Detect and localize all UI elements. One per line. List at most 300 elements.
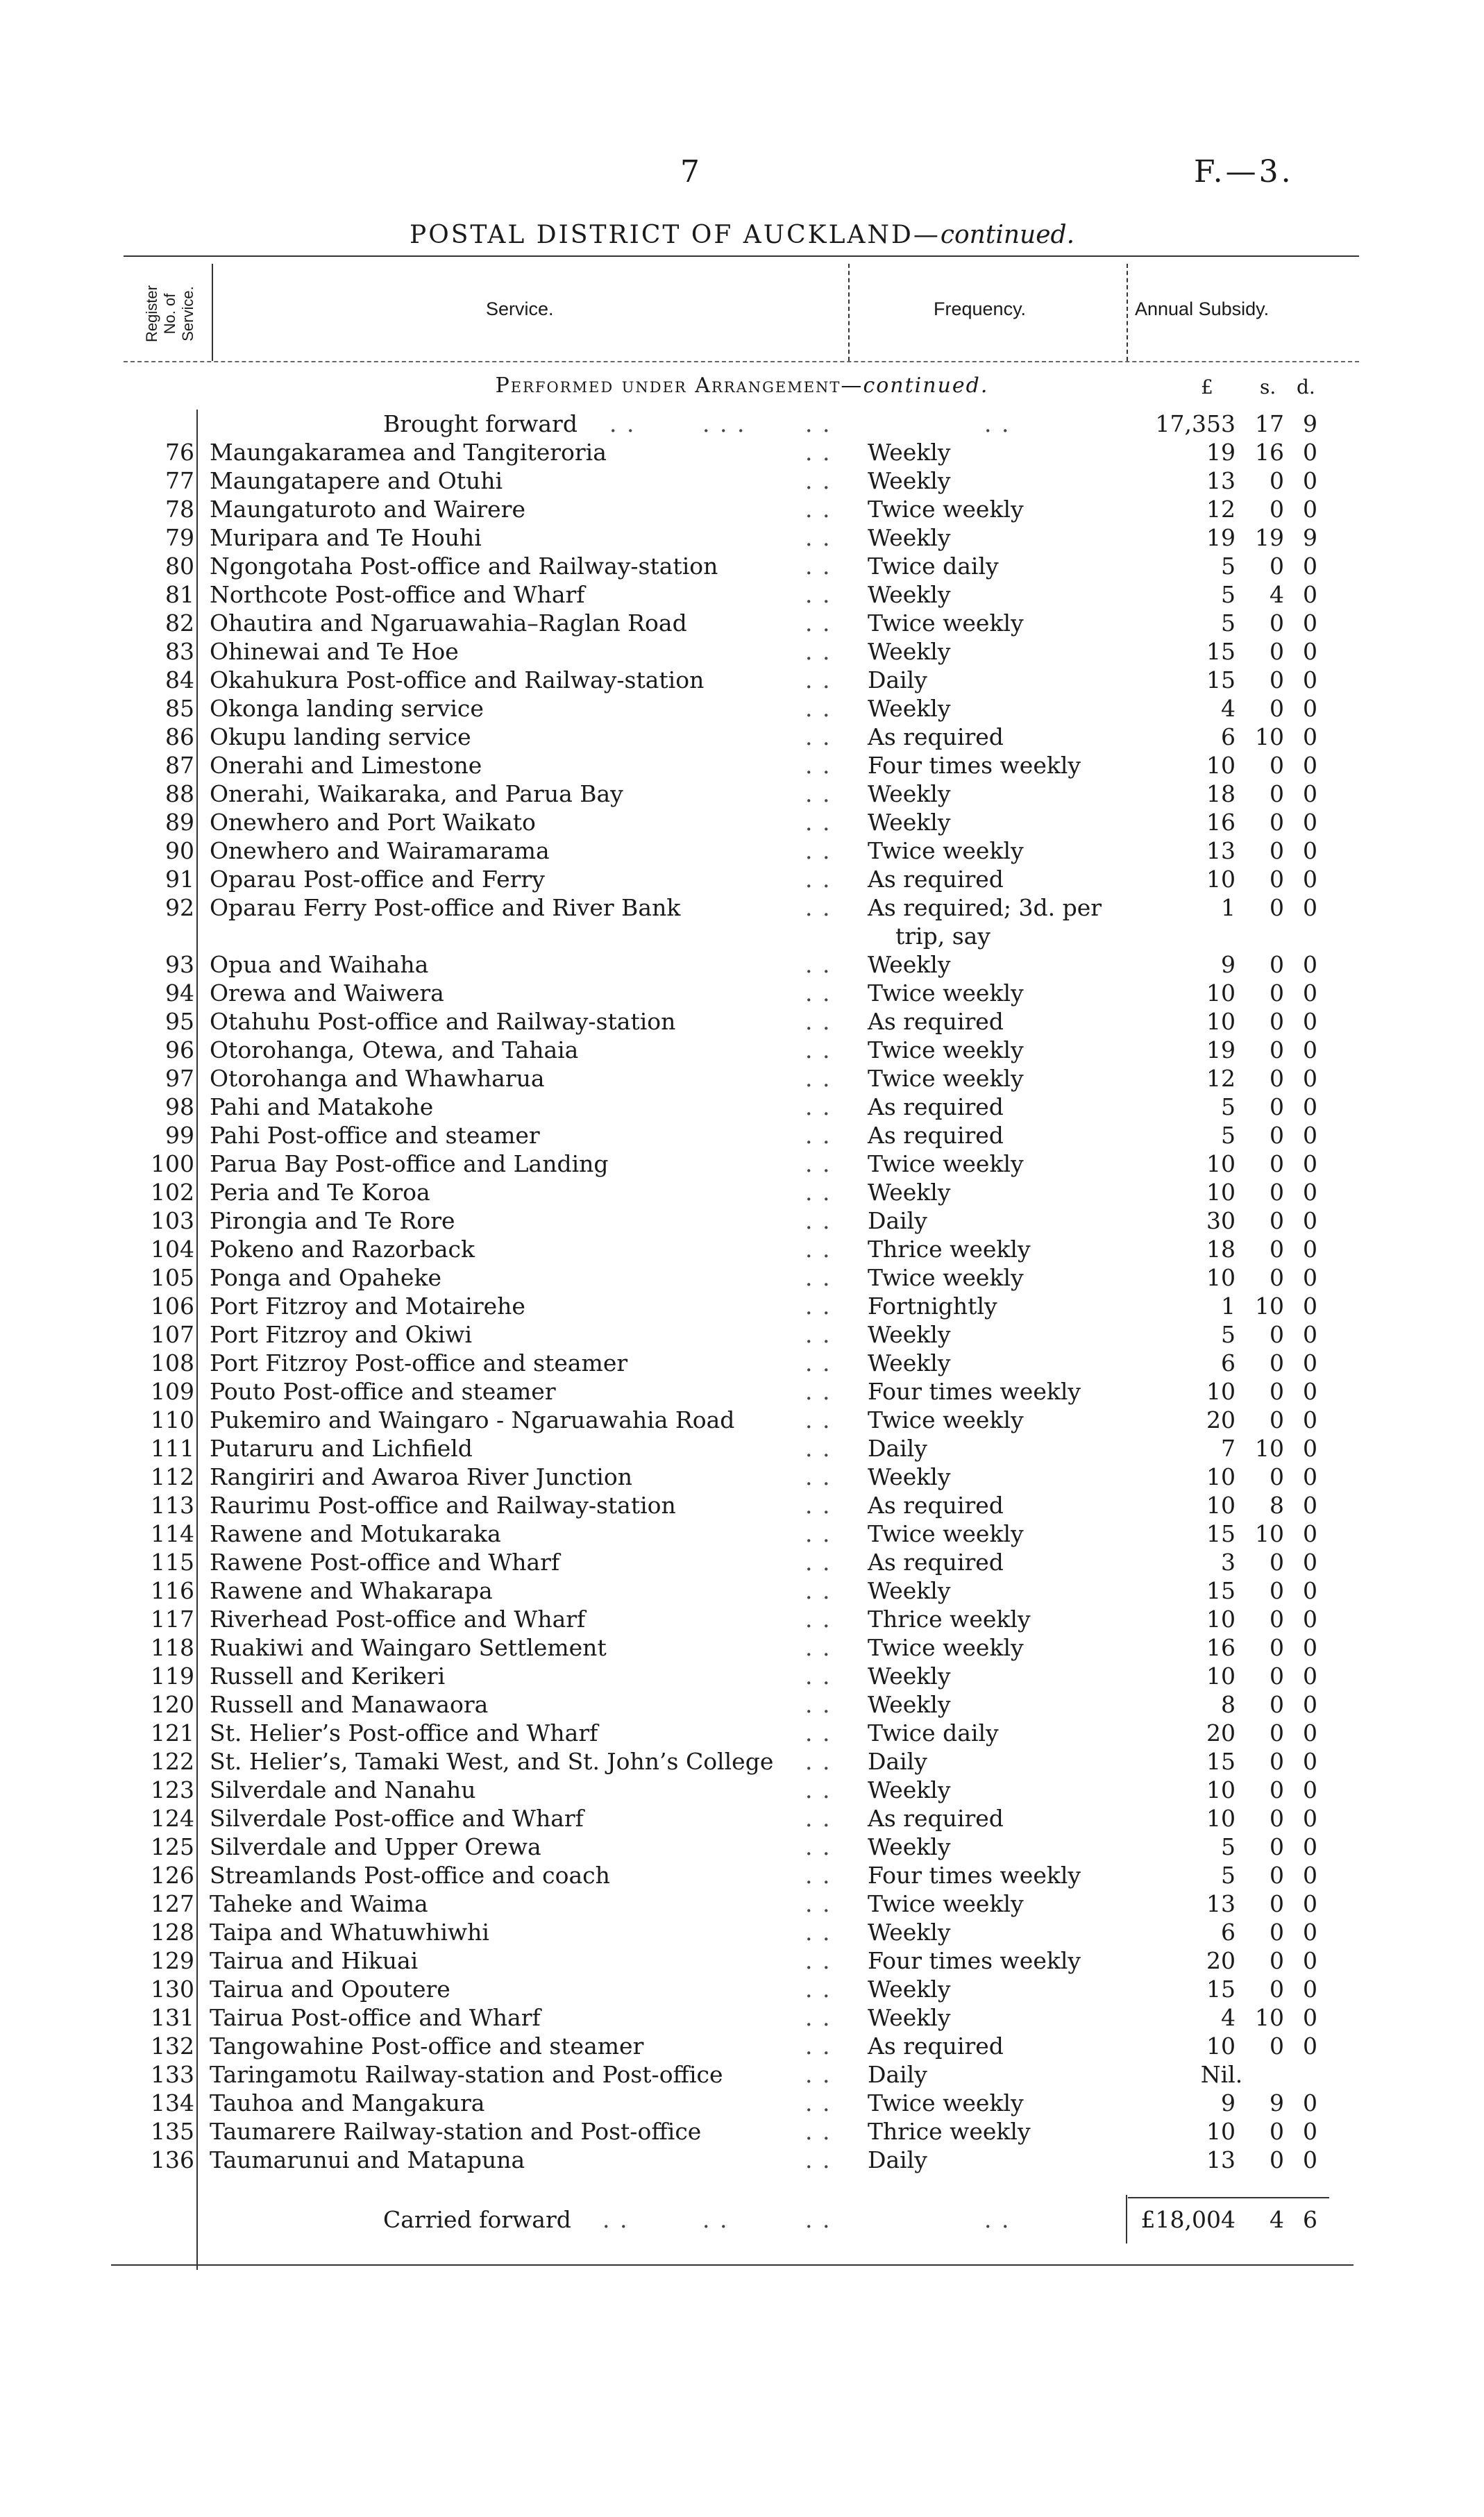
subsidy-pence: 0 — [1303, 1122, 1317, 1149]
service-name: Riverhead Post-office and Wharf — [210, 1606, 586, 1633]
subsidy-pounds: 13 — [1206, 1890, 1236, 1917]
service-name: Silverdale Post-office and Wharf — [210, 1805, 584, 1832]
service-name: Tairua and Opoutere — [210, 1976, 450, 2003]
table-row — [0, 2003, 1484, 2032]
frequency: Twice weekly — [868, 1264, 1024, 1291]
subsidy-shillings: 0 — [1270, 496, 1284, 523]
service-name: Rangiriri and Awaroa River Junction — [210, 1463, 632, 1490]
table-row — [0, 1406, 1484, 1434]
leader-dots: . . — [805, 1207, 832, 1234]
service-name: Rawene and Motukaraka — [210, 1520, 501, 1547]
frequency: Weekly — [868, 1577, 951, 1604]
frequency: Weekly — [868, 809, 951, 836]
frequency: Weekly — [868, 1976, 951, 2003]
leader-dots: . . — [805, 1008, 832, 1035]
subsidy-pounds: 5 — [1221, 1833, 1236, 1860]
table-row — [0, 1377, 1484, 1406]
subsidy-pounds: 6 — [1221, 1349, 1236, 1377]
subsidy-pounds: 5 — [1221, 581, 1236, 608]
table-row — [0, 1690, 1484, 1719]
register-number: 103 — [151, 1207, 194, 1234]
frequency: Weekly — [868, 439, 951, 466]
frequency: Daily — [868, 2061, 927, 2088]
table-row — [0, 637, 1484, 666]
frequency: Weekly — [868, 581, 951, 608]
frequency: As required — [868, 1805, 1004, 1832]
table-row — [0, 1662, 1484, 1690]
register-number: 79 — [165, 524, 194, 551]
leader-dots: . . — [805, 467, 832, 494]
leader-dots: . . — [984, 2206, 1011, 2233]
leader-dots: . . — [805, 1577, 832, 1604]
subsidy-pence: 0 — [1303, 809, 1317, 836]
subsidy-shillings: 0 — [1270, 1179, 1284, 1206]
subsidy-text: Nil. — [1200, 2061, 1243, 2088]
subsidy-pounds: 9 — [1221, 2089, 1236, 2116]
service-name: St. Helier’s, Tamaki West, and St. John’s College — [210, 1748, 774, 1775]
service-name: Otorohanga, Otewa, and Tahaia — [210, 1036, 579, 1063]
subsidy-shillings: 16 — [1255, 439, 1284, 466]
service-name: Port Fitzroy and Okiwi — [210, 1321, 473, 1348]
leader-dots: . . — [805, 695, 832, 722]
frequency: Weekly — [868, 780, 951, 807]
subsidy-pence: 0 — [1303, 866, 1317, 893]
subsidy-pence: 0 — [1303, 951, 1317, 978]
register-number: 93 — [165, 951, 194, 978]
frequency: Weekly — [868, 1463, 951, 1490]
table-row — [0, 808, 1484, 836]
register-number: 90 — [165, 837, 194, 864]
service-name: Port Fitzroy and Motairehe — [210, 1293, 525, 1320]
frequency: Weekly — [868, 524, 951, 551]
subsidy-shillings: 0 — [1270, 780, 1284, 807]
subsidy-pence: 0 — [1303, 780, 1317, 807]
subsidy-pounds: 4 — [1221, 2004, 1236, 2031]
table-row — [0, 552, 1484, 580]
service-name: Tangowahine Post-office and steamer — [210, 2032, 644, 2060]
subsidy-pence: 0 — [1303, 2118, 1317, 2145]
subsidy-pence: 0 — [1303, 2004, 1317, 2031]
subsidy-shillings: 0 — [1270, 666, 1284, 693]
subsidy-shillings: 0 — [1270, 1890, 1284, 1917]
brought-forward-row — [0, 410, 1484, 438]
service-name: Taringamotu Railway-station and Post-office — [210, 2061, 723, 2088]
title-main: POSTAL DISTRICT OF AUCKLAND— — [409, 221, 941, 249]
frequency: As required — [868, 2032, 1004, 2060]
service-name: Onewhero and Wairamarama — [210, 837, 550, 864]
subsidy-pence: 0 — [1303, 467, 1317, 494]
subsidy-shillings: 10 — [1255, 723, 1284, 750]
table-row — [0, 1178, 1484, 1206]
register-number: 87 — [165, 752, 194, 779]
leader-dots: . . — [805, 1264, 832, 1291]
leader-dots: . . — [805, 1179, 832, 1206]
register-number: 107 — [151, 1321, 194, 1348]
frequency: As required — [868, 723, 1004, 750]
subsidy-pounds: 19 — [1206, 439, 1236, 466]
leader-dots: . . — [805, 1549, 832, 1576]
leader-dots: . . — [805, 2146, 832, 2173]
subsidy-shillings: 0 — [1270, 1976, 1284, 2003]
leader-dots: . . — [805, 1662, 832, 1690]
table-row — [0, 1121, 1484, 1150]
table-row — [0, 2089, 1484, 2117]
register-number: 99 — [165, 1122, 194, 1149]
subsidy-shillings: 0 — [1270, 467, 1284, 494]
table-row — [0, 1064, 1484, 1093]
register-number: 132 — [151, 2032, 194, 2060]
frequency: Daily — [868, 1435, 927, 1462]
register-number: 117 — [151, 1606, 194, 1633]
subsidy-pounds: 10 — [1206, 1776, 1236, 1803]
subsidy-pounds: 12 — [1206, 496, 1236, 523]
service-name: Raurimu Post-office and Railway-station — [210, 1492, 676, 1519]
table-row — [0, 1093, 1484, 1121]
table-row — [0, 1946, 1484, 1975]
subsidy-pounds: 5 — [1221, 1122, 1236, 1149]
register-number: 121 — [151, 1719, 194, 1746]
service-name: Silverdale and Nanahu — [210, 1776, 476, 1803]
subsidy-pounds: 15 — [1206, 1748, 1236, 1775]
service-name: Okahukura Post-office and Railway-station — [210, 666, 705, 693]
service-name: Pahi Post-office and steamer — [210, 1122, 540, 1149]
register-number: 135 — [151, 2118, 194, 2145]
leader-dots: . . . — [702, 410, 746, 437]
service-name: Taipa and Whatuwhiwhi — [210, 1919, 489, 1946]
subsidy-pounds: 10 — [1206, 979, 1236, 1007]
leader-dots: . . — [805, 1463, 832, 1490]
frequency: As required; 3d. per — [868, 894, 1102, 921]
subsidy-shillings: 10 — [1255, 1435, 1284, 1462]
table-row — [0, 865, 1484, 893]
register-number: 102 — [151, 1179, 194, 1206]
subsidy-shillings: 0 — [1270, 1833, 1284, 1860]
subsidy-pence: 0 — [1303, 638, 1317, 665]
table-row — [0, 1150, 1484, 1178]
service-name: Onerahi, Waikaraka, and Parua Bay — [210, 780, 623, 807]
leader-dots: . . — [805, 439, 832, 466]
register-number: 133 — [151, 2061, 194, 2088]
leader-dots: . . — [805, 1492, 832, 1519]
frequency: Four times weekly — [868, 1862, 1081, 1889]
frequency: Twice weekly — [868, 1634, 1024, 1661]
subsidy-shillings: 0 — [1270, 1236, 1284, 1263]
frequency-continuation: trip, say — [895, 923, 990, 950]
subsidy-pence: 0 — [1303, 1008, 1317, 1035]
table-row — [0, 1235, 1484, 1263]
table-row — [0, 1320, 1484, 1349]
leader-dots: . . — [805, 1406, 832, 1433]
frequency: Twice weekly — [868, 1036, 1024, 1063]
frequency: Four times weekly — [868, 1378, 1081, 1405]
subsidy-pence: 0 — [1303, 1406, 1317, 1433]
service-name: Ngongotaha Post-office and Railway-station — [210, 553, 718, 580]
brought-forward-label: Brought forward — [383, 410, 577, 437]
leader-dots: . . — [609, 410, 636, 437]
leader-dots: . . — [805, 1065, 832, 1092]
subsidy-pence: 0 — [1303, 1776, 1317, 1803]
subsidy-pence: 0 — [1303, 1976, 1317, 2003]
subsidy-shillings: 0 — [1270, 979, 1284, 1007]
register-number: 122 — [151, 1748, 194, 1775]
service-name: Taumarere Railway-station and Post-office — [210, 2118, 702, 2145]
leader-dots: . . — [805, 1776, 832, 1803]
table-row — [0, 1605, 1484, 1633]
frequency: Weekly — [868, 1919, 951, 1946]
subsidy-pounds: 15 — [1206, 1577, 1236, 1604]
subsidy-shillings: 0 — [1270, 638, 1284, 665]
subsidy-pounds: 7 — [1221, 1435, 1236, 1462]
register-number: 80 — [165, 553, 194, 580]
subsidy-shillings: 0 — [1270, 1947, 1284, 1974]
service-name: Northcote Post-office and Wharf — [210, 581, 585, 608]
leader-dots: . . — [805, 2032, 832, 2060]
carried-forward-label: Carried forward — [383, 2206, 571, 2233]
subsidy-pence: 0 — [1303, 609, 1317, 637]
register-number: 125 — [151, 1833, 194, 1860]
subsidy-pounds: 19 — [1206, 1036, 1236, 1063]
leader-dots: . . — [805, 1890, 832, 1917]
subsidy-pounds: 15 — [1206, 1976, 1236, 2003]
subsidy-pounds: 8 — [1221, 1691, 1236, 1718]
frequency: Thrice weekly — [868, 1236, 1031, 1263]
subsidy-pence: 0 — [1303, 666, 1317, 693]
subsidy-pounds: 10 — [1206, 752, 1236, 779]
subsidy-pounds: 6 — [1221, 723, 1236, 750]
service-name: Pukemiro and Waingaro - Ngaruawahia Road — [210, 1406, 735, 1433]
table-row — [0, 1889, 1484, 1918]
frequency: Daily — [868, 1748, 927, 1775]
frequency: Twice weekly — [868, 1890, 1024, 1917]
subsidy-shillings: 4 — [1270, 581, 1284, 608]
leader-dots: . . — [805, 1833, 832, 1860]
subsidy-pounds: 18 — [1206, 780, 1236, 807]
subsidy-pounds: 5 — [1221, 1321, 1236, 1348]
register-number: 109 — [151, 1378, 194, 1405]
brought-forward-pence: 9 — [1303, 410, 1317, 437]
subsidy-pence: 0 — [1303, 1577, 1317, 1604]
carried-forward-pounds: £18,004 — [1140, 2206, 1236, 2233]
subsidy-pence: 0 — [1303, 1919, 1317, 1946]
table-row — [0, 723, 1484, 751]
service-name: Ohautira and Ngaruawahia–Raglan Road — [210, 609, 687, 637]
leader-dots: . . — [805, 1236, 832, 1263]
register-number: 96 — [165, 1036, 194, 1063]
column-header-service: Service. — [486, 298, 554, 319]
register-number: 116 — [151, 1577, 194, 1604]
subsidy-shillings: 19 — [1255, 524, 1284, 551]
subsidy-pounds: 10 — [1206, 2032, 1236, 2060]
subsidy-pence: 0 — [1303, 1606, 1317, 1633]
subsidy-shillings: 0 — [1270, 1748, 1284, 1775]
subsidy-shillings: 0 — [1270, 1634, 1284, 1661]
subsidy-pounds: 30 — [1206, 1207, 1236, 1234]
table-row — [0, 2060, 1484, 2089]
service-name: Onewhero and Port Waikato — [210, 809, 536, 836]
subsidy-shillings: 0 — [1270, 1919, 1284, 1946]
leader-dots: . . — [805, 524, 832, 551]
header-divider-frequency — [1127, 264, 1128, 361]
subsidy-shillings: 0 — [1270, 1008, 1284, 1035]
leader-dots: . . — [805, 2089, 832, 2116]
register-number: 134 — [151, 2089, 194, 2116]
table-row — [0, 1776, 1484, 1804]
service-name: Okonga landing service — [210, 695, 484, 722]
register-number: 118 — [151, 1634, 194, 1661]
register-number: 88 — [165, 780, 194, 807]
service-name: Ruakiwi and Waingaro Settlement — [210, 1634, 607, 1661]
subsidy-pounds: 10 — [1206, 1378, 1236, 1405]
subsidy-shillings: 0 — [1270, 553, 1284, 580]
subsidy-shillings: 0 — [1270, 809, 1284, 836]
frequency: Twice weekly — [868, 837, 1024, 864]
subsidy-pence: 0 — [1303, 2032, 1317, 2060]
page-code: F.—3. — [1194, 154, 1294, 190]
leader-dots: . . — [805, 553, 832, 580]
table-row — [0, 523, 1484, 552]
subsidy-shillings: 0 — [1270, 1207, 1284, 1234]
register-number: 94 — [165, 979, 194, 1007]
subsidy-shillings: 0 — [1270, 1691, 1284, 1718]
unit-pounds: £ — [1201, 376, 1213, 398]
leader-dots: . . — [805, 410, 832, 437]
subsidy-pence: 0 — [1303, 1065, 1317, 1092]
register-number: 98 — [165, 1093, 194, 1120]
frequency: Weekly — [868, 1776, 951, 1803]
subsidy-pounds: 5 — [1221, 553, 1236, 580]
subsidy-shillings: 0 — [1270, 1036, 1284, 1063]
register-number: 76 — [165, 439, 194, 466]
frequency: As required — [868, 1492, 1004, 1519]
subsidy-shillings: 0 — [1270, 2032, 1284, 2060]
service-name: Maungatapere and Otuhi — [210, 467, 503, 494]
subsidy-shillings: 0 — [1270, 1719, 1284, 1746]
subsidy-pence: 0 — [1303, 837, 1317, 864]
subsidy-pounds: 10 — [1206, 2118, 1236, 2145]
subsidy-pounds: 15 — [1206, 666, 1236, 693]
subsidy-pence: 0 — [1303, 1435, 1317, 1462]
subsidy-shillings: 8 — [1270, 1492, 1284, 1519]
table-row — [0, 751, 1484, 780]
leader-dots: . . — [702, 2206, 729, 2233]
carried-forward-row — [0, 2205, 1484, 2234]
register-number: 83 — [165, 638, 194, 665]
subsidy-pounds: 20 — [1206, 1719, 1236, 1746]
table-row — [0, 1861, 1484, 1889]
subsidy-pence: 0 — [1303, 1520, 1317, 1547]
table-row — [0, 694, 1484, 723]
service-name: Okupu landing service — [210, 723, 471, 750]
page-number: 7 — [680, 154, 700, 190]
subsidy-pence: 0 — [1303, 1862, 1317, 1889]
subsidy-shillings: 0 — [1270, 2146, 1284, 2173]
subsidy-pence: 0 — [1303, 553, 1317, 580]
frequency: Twice weekly — [868, 2089, 1024, 2116]
service-name: Ponga and Opaheke — [210, 1264, 441, 1291]
frequency: As required — [868, 1122, 1004, 1149]
register-number: 92 — [165, 894, 194, 921]
register-number: 106 — [151, 1293, 194, 1320]
subsidy-shillings: 10 — [1255, 1293, 1284, 1320]
register-number: 77 — [165, 467, 194, 494]
subsidy-pence: 0 — [1303, 1549, 1317, 1576]
subsidy-pence: 0 — [1303, 752, 1317, 779]
table-row — [0, 2032, 1484, 2060]
service-name: Pouto Post-office and steamer — [210, 1378, 556, 1405]
leader-dots: . . — [805, 1976, 832, 2003]
subsidy-pounds: 10 — [1206, 1606, 1236, 1633]
service-name: Rawene and Whakarapa — [210, 1577, 493, 1604]
register-number: 111 — [151, 1435, 194, 1462]
subsidy-pence: 0 — [1303, 1378, 1317, 1405]
subsidy-pence: 0 — [1303, 496, 1317, 523]
service-name: Orewa and Waiwera — [210, 979, 444, 1007]
subsidy-shillings: 0 — [1270, 609, 1284, 637]
subsidy-shillings: 0 — [1270, 866, 1284, 893]
service-name: Ohinewai and Te Hoe — [210, 638, 459, 665]
leader-dots: . . — [805, 1691, 832, 1718]
subsidy-shillings: 0 — [1270, 951, 1284, 978]
subsidy-shillings: 0 — [1270, 2118, 1284, 2145]
subsidy-pounds: 15 — [1206, 1520, 1236, 1547]
frequency: Twice weekly — [868, 609, 1024, 637]
register-number: 105 — [151, 1264, 194, 1291]
service-name: Parua Bay Post-office and Landing — [210, 1150, 609, 1177]
register-number: 84 — [165, 666, 194, 693]
subsidy-shillings: 0 — [1270, 1549, 1284, 1576]
title-italic: continued. — [940, 221, 1075, 249]
service-name: Streamlands Post-office and coach — [210, 1862, 610, 1889]
subsidy-shillings: 0 — [1270, 1463, 1284, 1490]
service-name: Silverdale and Upper Orewa — [210, 1833, 541, 1860]
register-number: 123 — [151, 1776, 194, 1803]
service-name: Oparau Post-office and Ferry — [210, 866, 545, 893]
service-name: Pokeno and Razorback — [210, 1236, 475, 1263]
frequency: Twice weekly — [868, 1406, 1024, 1433]
subsidy-pence: 0 — [1303, 1179, 1317, 1206]
total-rule — [1128, 2197, 1329, 2198]
leader-dots: . . — [805, 1093, 832, 1120]
table-row — [0, 1975, 1484, 2003]
subsidy-pence: 0 — [1303, 723, 1317, 750]
table-row — [0, 1548, 1484, 1576]
subsidy-pounds: 10 — [1206, 1662, 1236, 1690]
frequency: Weekly — [868, 1662, 951, 1690]
frequency: As required — [868, 1008, 1004, 1035]
leader-dots: . . — [805, 1349, 832, 1377]
subsidy-pence: 0 — [1303, 1691, 1317, 1718]
subsidy-pence: 0 — [1303, 1947, 1317, 1974]
frequency: Twice weekly — [868, 496, 1024, 523]
frequency: Daily — [868, 1207, 927, 1234]
service-name: Onerahi and Limestone — [210, 752, 482, 779]
carried-forward-shillings: 4 — [1270, 2206, 1284, 2233]
service-name: Otahuhu Post-office and Railway-station — [210, 1008, 676, 1035]
subsidy-pounds: 6 — [1221, 1919, 1236, 1946]
service-name: Muripara and Te Houhi — [210, 524, 482, 551]
subsidy-shillings: 10 — [1255, 2004, 1284, 2031]
subsidy-pence: 0 — [1303, 1748, 1317, 1775]
table-row — [0, 1633, 1484, 1662]
frequency: Twice weekly — [868, 1150, 1024, 1177]
subsidy-pence: 0 — [1303, 1293, 1317, 1320]
leader-dots: . . — [805, 866, 832, 893]
table-row — [0, 438, 1484, 466]
table-row — [0, 1576, 1484, 1605]
register-number: 136 — [151, 2146, 194, 2173]
register-number: 110 — [151, 1406, 194, 1433]
leader-dots: . . — [805, 1122, 832, 1149]
